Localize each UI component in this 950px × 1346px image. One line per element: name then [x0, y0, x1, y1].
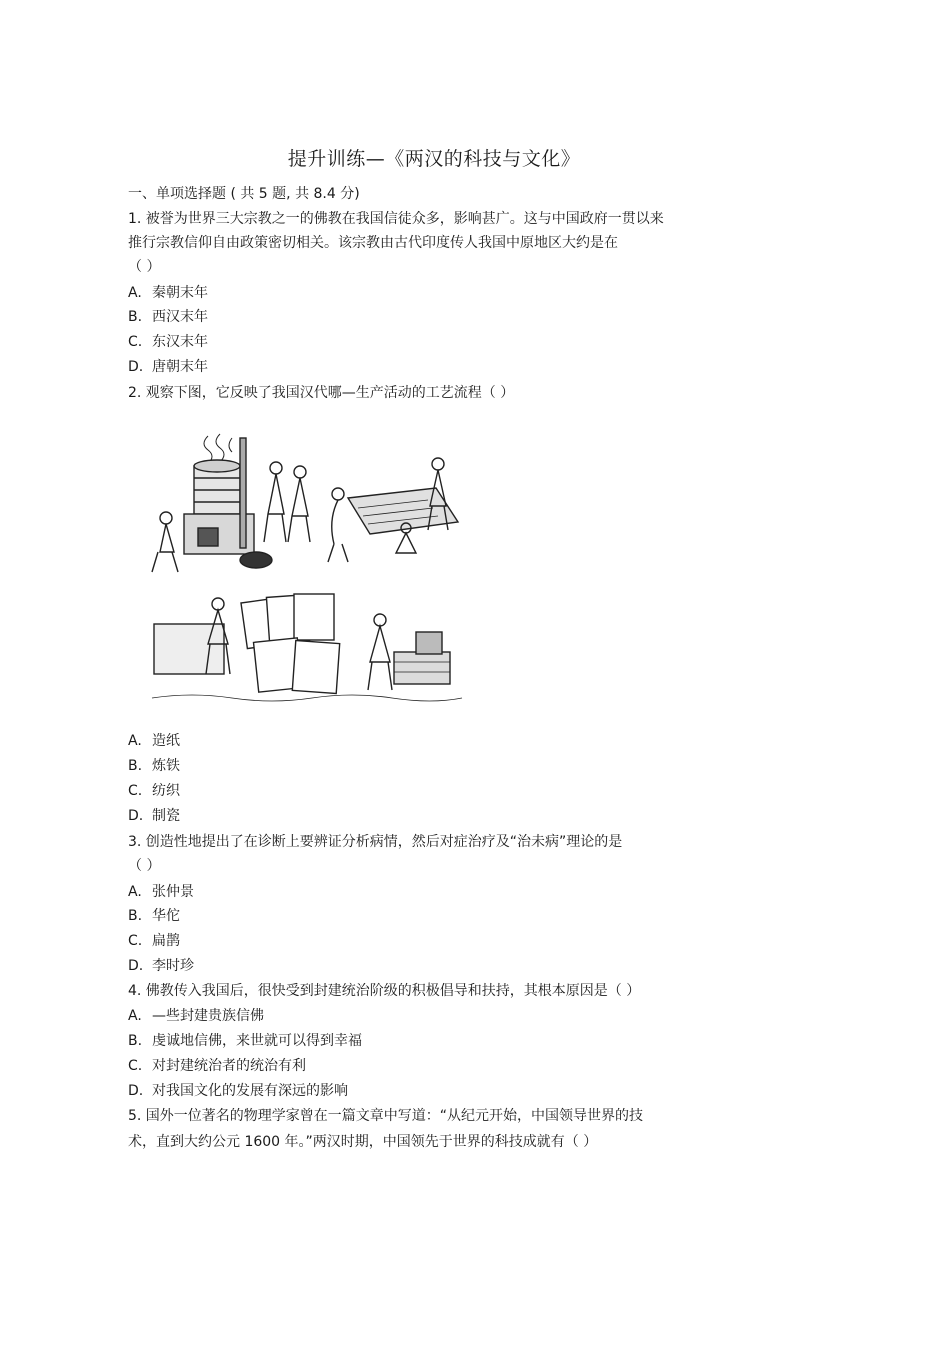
question-1-option-d — [128, 358, 208, 376]
question-3-line-1: 3. 创造性地提出了在诊断上要辨证分析病情，然后对症治疗及“治未病”理论的是 — [128, 834, 623, 850]
question-5-line-1: 5. 国外一位著名的物理学家曾在一篇文章中写道：“从纪元开始，中国领导世界的技 — [128, 1108, 644, 1124]
option-letter: A. — [128, 285, 142, 301]
option-text: 李时珍 — [152, 958, 194, 974]
question-2-line-1: 2. 观察下图，它反映了我国汉代哪—生产活动的工艺流程（ ） — [128, 385, 515, 401]
option-text: 炼铁 — [152, 758, 180, 774]
question-1-option-c — [128, 333, 208, 351]
question-1-option-a — [128, 284, 208, 302]
page-title: 提升训练—《两汉的科技与文化》 — [287, 148, 581, 170]
question-4-option-d — [128, 1082, 348, 1100]
option-letter: A. — [128, 884, 142, 900]
option-text: 秦朝末年 — [152, 285, 208, 301]
option-letter: B. — [128, 309, 143, 325]
question-4-line-1: 4. 佛教传入我国后，很快受到封建统治阶级的积极倡导和扶持，其根本原因是（ ） — [128, 983, 641, 999]
option-text: 扁鹊 — [152, 933, 180, 949]
question-1-line-2: 推行宗教信仰自由政策密切相关。该宗教由古代印度传人我国中原地区大约是在 — [128, 235, 618, 251]
option-text: 华佗 — [152, 908, 180, 924]
papermaking-process-illustration — [148, 428, 466, 712]
question-4-option-c — [128, 1057, 306, 1075]
option-letter: C. — [128, 933, 143, 949]
option-text: 对封建统治者的统治有利 — [152, 1058, 306, 1074]
option-text: 对我国文化的发展有深远的影响 — [152, 1083, 348, 1099]
question-1-line-3: （ ） — [128, 259, 161, 275]
question-1-line-1: 1. 被誉为世界三大宗教之一的佛教在我国信徒众多，影响甚广。这与中国政府一贯以来 — [128, 211, 664, 227]
option-letter: B. — [128, 908, 143, 924]
option-letter: D. — [128, 359, 144, 375]
option-text: 造纸 — [152, 733, 180, 749]
section-heading: 一、单项选择题 ( 共 5 题, 共 8.4 分) — [128, 186, 360, 202]
question-3-option-a — [128, 883, 194, 901]
option-letter: C. — [128, 783, 143, 799]
option-text: 虔诚地信佛，来世就可以得到幸福 — [152, 1033, 362, 1049]
question-2-option-b — [128, 757, 180, 775]
question-5-line-2: 术，直到大约公元 1600 年。”两汉时期，中国领先于世界的科技成就有（ ） — [128, 1134, 598, 1150]
option-letter: C. — [128, 1058, 143, 1074]
question-2-option-a — [128, 732, 180, 750]
option-letter: D. — [128, 958, 144, 974]
option-letter: C. — [128, 334, 143, 350]
question-2-option-c — [128, 782, 180, 800]
option-text: 纺织 — [152, 783, 180, 799]
question-3-option-d — [128, 957, 194, 975]
question-3-line-2: （ ） — [128, 858, 161, 874]
option-text: 制瓷 — [152, 808, 180, 824]
option-text: 西汉末年 — [152, 309, 208, 325]
option-text: 唐朝末年 — [152, 359, 208, 375]
question-3-option-c — [128, 932, 180, 950]
option-letter: B. — [128, 1033, 143, 1049]
question-4-option-b — [128, 1032, 362, 1050]
question-2-option-d — [128, 807, 180, 825]
option-letter: B. — [128, 758, 143, 774]
question-1-option-b — [128, 308, 208, 326]
option-letter: A. — [128, 733, 142, 749]
option-letter: A. — [128, 1008, 142, 1024]
option-text: —些封建贵族信佛 — [152, 1008, 264, 1024]
question-3-option-b — [128, 907, 180, 925]
question-4-option-a — [128, 1007, 264, 1025]
option-text: 东汉末年 — [152, 334, 208, 350]
option-text: 张仲景 — [152, 884, 194, 900]
option-letter: D. — [128, 1083, 144, 1099]
option-letter: D. — [128, 808, 144, 824]
